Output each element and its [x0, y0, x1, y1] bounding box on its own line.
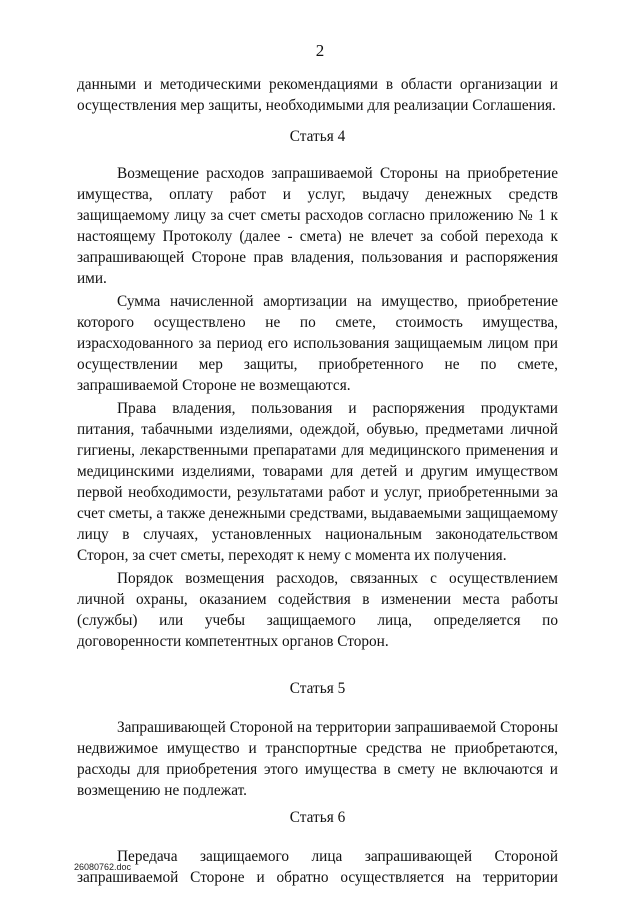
document-body [77, 74, 558, 888]
article-4-paragraph-1: Возмещение расходов запрашиваемой Стороны на приобретение имущества, оплату работ и услуг, выдачу денежных средств защищаемому лицу за счет сметы расходов согласно приложению № 1 к настоящему Протоколу (далее - смета) не влечет за собой перехода к запрашивающей Стороне прав владения, пользования и распоряжения ими. [77, 165, 558, 287]
intro-paragraph: данными и методическими рекомендациями в области организации и осуществления мер защиты, необходимыми для реализации Соглашения. [77, 76, 558, 114]
article-5-paragraph-1: Запрашивающей Стороной на территории запрашиваемой Стороны недвижимое имущество и транспортные средства не приобретаются, расходы для приобретения этого имущества в смету не включаются и возмещению не подлежат. [77, 719, 558, 799]
page-number: 2 [315, 41, 325, 60]
article-4-paragraph-4: Порядок возмещения расходов, связанных с осуществлением личной охраны, оказанием содействия в изменении места работы (службы) или учебы защищаемого лица, определяется по договоренности компетентных органов Сторон. [77, 570, 558, 650]
document-filename: 26080762.doc [74, 862, 132, 872]
article-4-paragraph-3: Права владения, пользования и распоряжения продуктами питания, табачными изделиями, одеждой, обувью, предметами личной гигиены, лекарственными препаратами для медицинского применения и медицинскими изделиями, товарами для детей и другим имуществом первой необходимости, результатами работ и услуг, приобретенными за счет сметы, а также денежными средствами, выдаваемыми защищаемому лицу в случаях, установленных национальным законодательством Сторон, за счет сметы, переходят к нему с момента их получения. [77, 400, 558, 564]
article-4-heading: Статья 4 [289, 128, 346, 145]
article-6-paragraph-1: Передача защищаемого лица запрашивающей Стороной запрашиваемой Стороне и обратно осуществляется на территории [77, 848, 558, 886]
article-6-heading: Статья 6 [289, 809, 346, 826]
article-5-heading: Статья 5 [289, 680, 346, 697]
article-4-paragraph-2: Сумма начисленной амортизации на имущество, приобретение которого осуществлено не по смете, стоимость имущества, израсходованного за период его использования защищаемым лицом при осуществлении мер защиты, приобретенного не по смете, запрашиваемой Стороне не возмещаются. [77, 293, 558, 394]
